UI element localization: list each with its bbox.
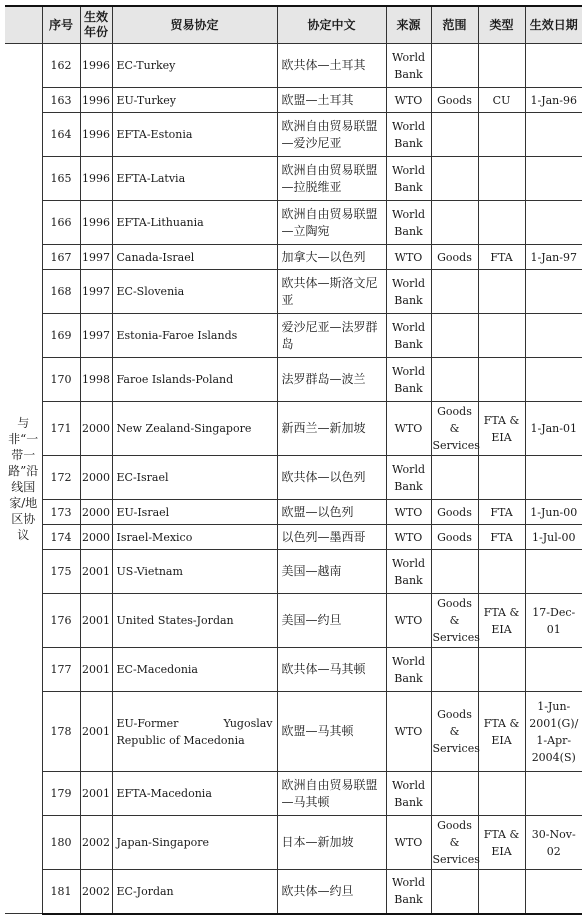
table-row	[5, 772, 582, 816]
row-chinese-name: 欧盟—土耳其	[277, 88, 386, 113]
row-effective-date	[525, 201, 582, 245]
trade-agreements-document	[5, 5, 582, 915]
row-effective-date	[525, 648, 582, 692]
row-source: World Bank	[386, 870, 431, 914]
row-chinese-name: 欧洲自由贸易联盟—爱沙尼亚	[277, 113, 386, 157]
row-type: FTA & EIA	[478, 594, 525, 648]
row-source: World Bank	[386, 270, 431, 314]
row-number: 166	[42, 201, 80, 245]
table-row	[5, 270, 582, 314]
header-type: 类型	[478, 6, 525, 44]
row-scope	[431, 550, 478, 594]
row-effective-date	[525, 358, 582, 402]
row-chinese-name: 欧盟—以色列	[277, 500, 386, 525]
row-agreement: US-Vietnam	[112, 550, 277, 594]
row-agreement: Japan-Singapore	[112, 816, 277, 870]
row-year: 2001	[80, 772, 112, 816]
row-scope	[431, 157, 478, 201]
row-agreement: EC-Turkey	[112, 44, 277, 88]
row-chinese-name: 美国—越南	[277, 550, 386, 594]
row-chinese-name: 欧共体—马其顿	[277, 648, 386, 692]
row-number: 177	[42, 648, 80, 692]
row-effective-date: 17-Dec-01	[525, 594, 582, 648]
row-effective-date	[525, 314, 582, 358]
row-scope: Goods	[431, 88, 478, 113]
row-number: 168	[42, 270, 80, 314]
row-number: 173	[42, 500, 80, 525]
row-agreement: EU-Israel	[112, 500, 277, 525]
row-effective-date	[525, 270, 582, 314]
row-agreement: EC-Slovenia	[112, 270, 277, 314]
row-source: World Bank	[386, 358, 431, 402]
row-number: 167	[42, 245, 80, 270]
row-effective-date	[525, 870, 582, 914]
row-chinese-name: 欧共体—以色列	[277, 456, 386, 500]
row-source: WTO	[386, 816, 431, 870]
header-number: 序号	[42, 6, 80, 44]
row-year: 1996	[80, 113, 112, 157]
row-effective-date	[525, 550, 582, 594]
row-year: 1996	[80, 157, 112, 201]
row-type: FTA	[478, 500, 525, 525]
row-effective-date: 1-Jan-97	[525, 245, 582, 270]
table-body	[5, 44, 582, 914]
row-source: World Bank	[386, 550, 431, 594]
row-type	[478, 113, 525, 157]
row-year: 2001	[80, 692, 112, 772]
row-chinese-name: 欧盟—马其顿	[277, 692, 386, 772]
row-type	[478, 314, 525, 358]
row-chinese-name: 欧共体—土耳其	[277, 44, 386, 88]
table-row	[5, 314, 582, 358]
row-chinese-name: 法罗群岛—波兰	[277, 358, 386, 402]
table-row	[5, 402, 582, 456]
row-number: 179	[42, 772, 80, 816]
row-chinese-name: 加拿大—以色列	[277, 245, 386, 270]
row-scope	[431, 772, 478, 816]
row-number: 178	[42, 692, 80, 772]
row-number: 174	[42, 525, 80, 550]
row-scope	[431, 201, 478, 245]
table-row	[5, 113, 582, 157]
table-row	[5, 816, 582, 870]
row-effective-date	[525, 113, 582, 157]
row-year: 2000	[80, 525, 112, 550]
row-agreement: New Zealand-Singapore	[112, 402, 277, 456]
row-source: World Bank	[386, 201, 431, 245]
row-type: FTA & EIA	[478, 816, 525, 870]
row-year: 2001	[80, 550, 112, 594]
row-year: 1997	[80, 245, 112, 270]
header-effective-date: 生效日期	[525, 6, 582, 44]
row-agreement: Faroe Islands-Poland	[112, 358, 277, 402]
row-source: WTO	[386, 245, 431, 270]
row-scope	[431, 648, 478, 692]
row-source: World Bank	[386, 44, 431, 88]
row-year: 1996	[80, 201, 112, 245]
row-year: 2000	[80, 456, 112, 500]
row-source: World Bank	[386, 648, 431, 692]
header-year: 生效年份	[80, 6, 112, 44]
row-type: FTA & EIA	[478, 692, 525, 772]
row-effective-date: 1-Jul-00	[525, 525, 582, 550]
row-type	[478, 550, 525, 594]
row-type: FTA	[478, 525, 525, 550]
row-year: 1996	[80, 44, 112, 88]
row-year: 2001	[80, 594, 112, 648]
row-number: 169	[42, 314, 80, 358]
row-type	[478, 270, 525, 314]
row-type: FTA & EIA	[478, 402, 525, 456]
row-agreement: EFTA-Macedonia	[112, 772, 277, 816]
row-agreement: United States-Jordan	[112, 594, 277, 648]
table-row	[5, 201, 582, 245]
header-category	[5, 6, 42, 44]
row-agreement: EFTA-Estonia	[112, 113, 277, 157]
row-chinese-name: 新西兰—新加坡	[277, 402, 386, 456]
category-label: 与非“一带一路”沿线国家/地区协议	[5, 44, 42, 914]
row-scope	[431, 870, 478, 914]
row-type	[478, 456, 525, 500]
row-source: World Bank	[386, 157, 431, 201]
row-chinese-name: 欧共体—斯洛文尼亚	[277, 270, 386, 314]
row-number: 180	[42, 816, 80, 870]
row-chinese-name: 欧洲自由贸易联盟—拉脱维亚	[277, 157, 386, 201]
row-scope: Goods	[431, 500, 478, 525]
table-row	[5, 648, 582, 692]
table-row	[5, 870, 582, 914]
row-effective-date: 1-Jan-01	[525, 402, 582, 456]
row-number: 163	[42, 88, 80, 113]
table-row	[5, 525, 582, 550]
row-effective-date	[525, 44, 582, 88]
row-number: 172	[42, 456, 80, 500]
row-year: 2000	[80, 402, 112, 456]
table-row	[5, 500, 582, 525]
row-scope: Goods & Services	[431, 594, 478, 648]
row-agreement: EC-Macedonia	[112, 648, 277, 692]
row-chinese-name: 美国—约旦	[277, 594, 386, 648]
table-row	[5, 594, 582, 648]
row-agreement: EFTA-Latvia	[112, 157, 277, 201]
row-scope: Goods & Services	[431, 402, 478, 456]
row-type	[478, 772, 525, 816]
row-scope: Goods	[431, 245, 478, 270]
row-chinese-name: 欧洲自由贸易联盟—马其顿	[277, 772, 386, 816]
header-source: 来源	[386, 6, 431, 44]
header-scope: 范围	[431, 6, 478, 44]
row-year: 2002	[80, 816, 112, 870]
row-scope	[431, 358, 478, 402]
row-agreement: EC-Jordan	[112, 870, 277, 914]
row-effective-date	[525, 772, 582, 816]
row-source: World Bank	[386, 314, 431, 358]
row-source: WTO	[386, 692, 431, 772]
row-source: WTO	[386, 500, 431, 525]
row-effective-date: 30-Nov-02	[525, 816, 582, 870]
row-agreement: Israel-Mexico	[112, 525, 277, 550]
row-scope	[431, 314, 478, 358]
row-type	[478, 157, 525, 201]
row-number: 175	[42, 550, 80, 594]
row-year: 2000	[80, 500, 112, 525]
table-row	[5, 692, 582, 772]
row-scope: Goods & Services	[431, 692, 478, 772]
row-agreement: EU-Turkey	[112, 88, 277, 113]
row-scope: Goods & Services	[431, 816, 478, 870]
row-year: 1996	[80, 88, 112, 113]
row-year: 2002	[80, 870, 112, 914]
table-row	[5, 88, 582, 113]
row-source: WTO	[386, 402, 431, 456]
row-type: FTA	[478, 245, 525, 270]
row-type	[478, 358, 525, 402]
table-row	[5, 456, 582, 500]
row-number: 176	[42, 594, 80, 648]
row-effective-date	[525, 456, 582, 500]
row-source: WTO	[386, 594, 431, 648]
trade-agreements-table	[5, 5, 582, 915]
row-chinese-name: 以色列—墨西哥	[277, 525, 386, 550]
row-agreement: EC-Israel	[112, 456, 277, 500]
row-type	[478, 201, 525, 245]
table-row	[5, 157, 582, 201]
header-chinese-name: 协定中文	[277, 6, 386, 44]
row-type	[478, 870, 525, 914]
row-scope	[431, 113, 478, 157]
table-row	[5, 44, 582, 88]
table-header-row	[5, 6, 582, 44]
row-source: World Bank	[386, 456, 431, 500]
table-row	[5, 245, 582, 270]
row-source: World Bank	[386, 113, 431, 157]
row-effective-date: 1-Jun-00	[525, 500, 582, 525]
row-source: WTO	[386, 88, 431, 113]
row-agreement: EU-Former Yugoslav Republic of Macedonia	[112, 692, 277, 772]
row-effective-date: 1-Jan-96	[525, 88, 582, 113]
row-year: 1997	[80, 314, 112, 358]
row-type: CU	[478, 88, 525, 113]
row-source: World Bank	[386, 772, 431, 816]
row-chinese-name: 爱沙尼亚—法罗群岛	[277, 314, 386, 358]
row-year: 2001	[80, 648, 112, 692]
row-agreement: Estonia-Faroe Islands	[112, 314, 277, 358]
table-row	[5, 550, 582, 594]
row-chinese-name: 欧共体—约旦	[277, 870, 386, 914]
row-scope: Goods	[431, 525, 478, 550]
row-scope	[431, 44, 478, 88]
row-number: 165	[42, 157, 80, 201]
row-number: 164	[42, 113, 80, 157]
row-scope	[431, 456, 478, 500]
row-number: 162	[42, 44, 80, 88]
row-year: 1997	[80, 270, 112, 314]
row-type	[478, 648, 525, 692]
row-agreement: EFTA-Lithuania	[112, 201, 277, 245]
row-year: 1998	[80, 358, 112, 402]
row-source: WTO	[386, 525, 431, 550]
row-effective-date: 1-Jun-2001(G)/ 1-Apr-2004(S)	[525, 692, 582, 772]
row-chinese-name: 日本—新加坡	[277, 816, 386, 870]
table-row	[5, 358, 582, 402]
row-chinese-name: 欧洲自由贸易联盟—立陶宛	[277, 201, 386, 245]
row-effective-date	[525, 157, 582, 201]
row-type	[478, 44, 525, 88]
row-scope	[431, 270, 478, 314]
row-number: 170	[42, 358, 80, 402]
header-agreement: 贸易协定	[112, 6, 277, 44]
row-number: 171	[42, 402, 80, 456]
row-agreement: Canada-Israel	[112, 245, 277, 270]
row-number: 181	[42, 870, 80, 914]
